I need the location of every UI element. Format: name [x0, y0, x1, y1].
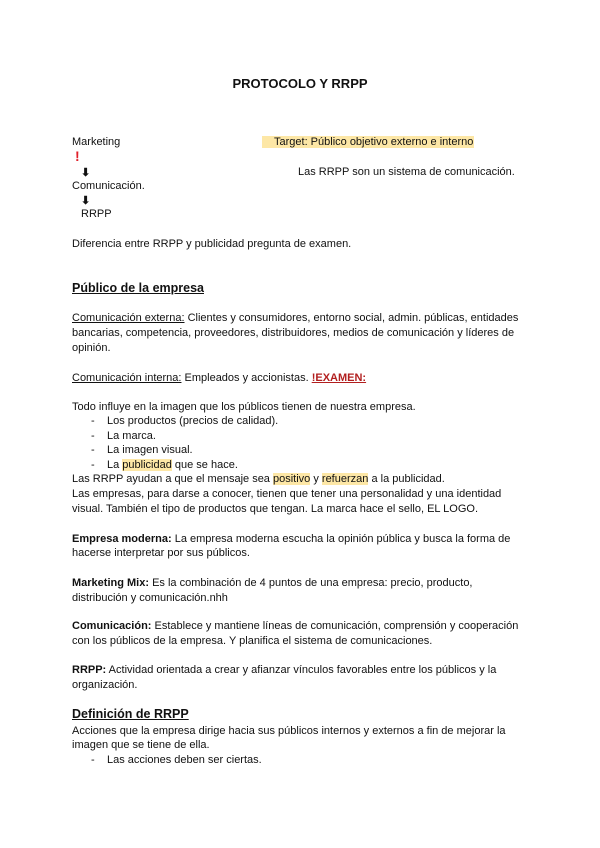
arrow-down-icon: ⬇	[81, 167, 91, 179]
empresas-line2: visual. También el tipo de productos que tengan. La marca hace el sello, EL LOGO.	[72, 503, 479, 515]
flow-comunicacion: Comunicación.	[72, 180, 145, 192]
definition-marketing-mix	[72, 577, 473, 590]
definicion-line2: imagen que se tiene de ella.	[72, 739, 210, 751]
externa-line2: bancarias, competencia, proveedores, distribuidores, medios de comunicación y líderes de	[72, 327, 515, 339]
definition-continuation: hacerse interpretar por sus públicos.	[72, 547, 250, 559]
diferencia-note: Diferencia entre RRPP y publicidad pregunta de examen.	[72, 238, 352, 250]
rrpp-note: Las RRPP son un sistema de comunicación.	[298, 166, 515, 178]
definition-continuation: distribución y comunicación.nhh	[72, 592, 228, 604]
page-title: PROTOCOLO Y RRPP	[232, 76, 368, 91]
interna-text: Empleados y accionistas.	[181, 372, 312, 384]
definition-continuation: organización.	[72, 679, 138, 691]
empresas-line1: Las empresas, para darse a conocer, tienen que tener una personalidad y una identidad	[72, 488, 502, 500]
section-heading-publico: Público de la empresa	[72, 281, 204, 295]
list-item: La imagen visual.	[107, 444, 193, 456]
bullet4-start: La	[107, 459, 123, 471]
bullet-dash: -	[91, 444, 95, 456]
rrpp-ayudan-line	[72, 473, 445, 486]
influye-line: Todo influye en la imagen que los públicos tienen de nuestra empresa.	[72, 401, 416, 413]
externa-label: Comunicación externa:	[72, 312, 185, 324]
definition-text: Es la combinación de 4 puntos de una empresa: precio, producto,	[149, 577, 473, 589]
definition-empresa-moderna	[72, 533, 510, 546]
definition-text: Actividad orientada a crear y afianzar vínculos favorables entre los públicos y la	[106, 664, 497, 676]
definition-rrpp	[72, 664, 496, 677]
publicidad-highlight: publicidad	[122, 459, 172, 471]
externa-line1	[72, 312, 518, 325]
bullet-dash: -	[91, 415, 95, 427]
definicion-line1: Acciones que la empresa dirige hacia sus públicos internos y externos a fin de mejorar la	[72, 725, 506, 737]
list-item: La marca.	[107, 430, 156, 442]
bullet-dash: -	[91, 459, 95, 471]
arrow-down-icon: ⬇	[81, 195, 91, 207]
externa-text: Clientes y consumidores, entorno social, admin. públicas, entidades	[184, 312, 519, 324]
definition-text: Establece y mantiene líneas de comunicación, comprensión y cooperación	[151, 620, 519, 632]
rrpp-text-a: Las RRPP ayudan a que el mensaje sea	[72, 473, 273, 485]
definition-text: La empresa moderna escucha la opinión pública y busca la forma de	[171, 533, 511, 545]
definition-term: Marketing Mix:	[72, 577, 150, 589]
definition-comunicacion	[72, 620, 518, 633]
rrpp-text-b: a la publicidad.	[368, 473, 445, 485]
examen-badge: !EXAMEN:	[311, 372, 367, 384]
list-item: Las acciones deben ser ciertas.	[107, 754, 262, 766]
exclamation-icon: !	[75, 148, 80, 164]
interna-line	[72, 372, 366, 385]
bullet-dash: -	[91, 430, 95, 442]
list-item	[107, 459, 238, 471]
externa-line3: opinión.	[72, 342, 111, 354]
rrpp-text-mid: y	[310, 473, 322, 485]
definition-term: RRPP:	[72, 664, 107, 676]
refuerzan-highlight: refuerzan	[321, 473, 369, 485]
interna-label: Comunicación interna:	[72, 372, 182, 384]
list-item: Los productos (precios de calidad).	[107, 415, 279, 427]
definition-term: Comunicación:	[72, 620, 152, 632]
flow-marketing: Marketing	[72, 136, 121, 148]
flow-rrpp: RRPP	[81, 208, 112, 220]
bullet-dash: -	[91, 754, 95, 766]
definition-continuation: con los públicos de la empresa. Y planifica el sistema de comunicaciones.	[72, 635, 433, 647]
definition-term: Empresa moderna:	[72, 533, 172, 545]
section-heading-definicion: Definición de RRPP	[72, 707, 189, 721]
target-highlight: Target: Público objetivo externo e interno	[262, 136, 474, 148]
bullet4-end: que se hace.	[171, 459, 238, 471]
positivo-highlight: positivo	[272, 473, 311, 485]
